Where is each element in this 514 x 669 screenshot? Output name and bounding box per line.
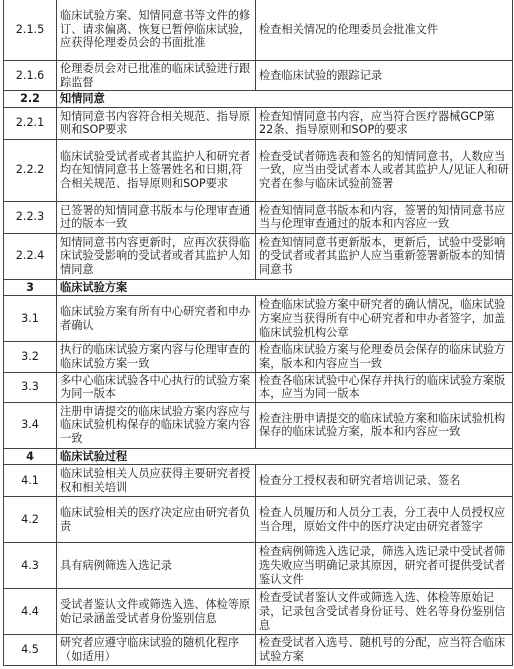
table-row	[4, 201, 513, 233]
requirement-cell: 知情同意书内容符合相关规范、指导原则和SOP要求	[57, 107, 256, 139]
requirement-cell: 具有病例筛选入选记录	[57, 543, 256, 589]
item-number: 3.4	[4, 402, 57, 448]
table-row	[4, 342, 513, 372]
item-number: 2.2.4	[4, 233, 57, 279]
requirement-cell: 伦理委员会对已批准的临床试验进行跟踪监督	[57, 61, 256, 91]
section-row	[4, 91, 513, 108]
item-number: 4.2	[4, 497, 57, 543]
item-number: 2.1.5	[4, 0, 57, 61]
requirement-cell: 已签署的知情同意书版本与伦理审查通过的版本一致	[57, 201, 256, 233]
inspection-method-cell: 检查人员履历和人员分工表，分工表中人员授权应当合理，原始文件中的医疗决定由研究者签字	[256, 497, 513, 543]
requirement-cell: 临床试验相关人员应获得主要研究者授权和相关培训	[57, 465, 256, 497]
item-number: 3.3	[4, 372, 57, 402]
table-row	[4, 233, 513, 279]
table-row	[4, 296, 513, 342]
item-number: 4.5	[4, 635, 57, 665]
requirement-cell: 临床试验相关的医疗决定应由研究者负责	[57, 497, 256, 543]
section-title: 临床试验过程	[57, 448, 513, 465]
inspection-method-cell: 检查分工授权表和研究者培训记录、签名	[256, 465, 513, 497]
table-row	[4, 635, 513, 665]
item-number: 4.1	[4, 465, 57, 497]
section-number: 2.2	[4, 91, 57, 108]
inspection-method-cell: 检查受试者入选号、随机号的分配，应当符合临床试验方案	[256, 635, 513, 665]
item-number: 4.4	[4, 589, 57, 635]
table-row	[4, 61, 513, 91]
section-title: 知情同意	[57, 91, 513, 108]
requirement-cell: 研究者应遵守临床试验的随机化程序（如适用）	[57, 635, 256, 665]
inspection-method-cell: 检查相关情况的伦理委员会批准文件	[256, 0, 513, 61]
section-row	[4, 448, 513, 465]
section-row	[4, 279, 513, 296]
requirement-cell: 临床试验方案有所有中心研究者和申办者确认	[57, 296, 256, 342]
inspection-method-cell: 检查临床试验的跟踪记录	[256, 61, 513, 91]
requirement-cell: 临床试验受试者或者其监护人和研究者均在知情同意书上签署姓名和日期,符合相关规范、指导原则和SOP要求	[57, 139, 256, 201]
requirement-cell: 临床试验方案、知情同意书等文件的修订、请求偏离、恢复已暂停临床试验，应获得伦理委员会的书面批准	[57, 0, 256, 61]
inspection-checklist-table	[3, 0, 513, 666]
item-number: 2.2.2	[4, 139, 57, 201]
table-row	[4, 543, 513, 589]
item-number: 3.2	[4, 342, 57, 372]
inspection-method-cell: 检查注册申请提交的临床试验方案和临床试验机构保存的临床试验方案，版本和内容应一致	[256, 402, 513, 448]
item-number: 2.1.6	[4, 61, 57, 91]
section-title: 临床试验方案	[57, 279, 513, 296]
table-row	[4, 0, 513, 61]
table-row	[4, 107, 513, 139]
table-row	[4, 497, 513, 543]
table-row	[4, 402, 513, 448]
inspection-method-cell: 检查受试者筛选表和签名的知情同意书，人数应当一致，应当由受试者本人或者其监护人/见证人和研究者在参与临床试验前签署	[256, 139, 513, 201]
item-number: 4.3	[4, 543, 57, 589]
inspection-method-cell: 检查知情同意书内容，应当符合医疗器械GCP第22条、指导原则和SOP的要求	[256, 107, 513, 139]
requirement-cell: 执行的临床试验方案内容与伦理审查的临床试验方案一致	[57, 342, 256, 372]
item-number: 2.2.1	[4, 107, 57, 139]
inspection-method-cell: 检查受试者鉴认文件或筛选入选、体检等原始记录，记录包含受试者身份证号、姓名等身份鉴别信息	[256, 589, 513, 635]
section-number: 4	[4, 448, 57, 465]
inspection-method-cell: 检查知情同意书版本和内容，签署的知情同意书应当与伦理审查通过的版本和内容应一致	[256, 201, 513, 233]
requirement-cell: 知情同意书内容更新时，应再次获得临床试验受影响的受试者或者其监护人知情同意	[57, 233, 256, 279]
inspection-method-cell: 检查各临床试验中心保存并执行的临床试验方案版本，应当为同一版本	[256, 372, 513, 402]
inspection-method-cell: 检查临床试验方案中研究者的确认情况，临床试验方案应当获得所有中心研究者和申办者签字，加盖临床试验机构公章	[256, 296, 513, 342]
item-number: 3.1	[4, 296, 57, 342]
requirement-cell: 多中心临床试验各中心执行的试验方案为同一版本	[57, 372, 256, 402]
inspection-method-cell: 检查知情同意书更新版本，更新后，试验中受影响的受试者或者其监护人应当重新签署新版本的知情同意书	[256, 233, 513, 279]
table-row	[4, 589, 513, 635]
table-row	[4, 465, 513, 497]
inspection-method-cell: 检查临床试验方案与伦理委员会保存的临床试验方案，版本和内容应当一致	[256, 342, 513, 372]
requirement-cell: 受试者鉴认文件或筛选入选、体检等原始记录涵盖受试者身份鉴别信息	[57, 589, 256, 635]
section-number: 3	[4, 279, 57, 296]
checklist-body	[4, 0, 513, 665]
table-row	[4, 372, 513, 402]
inspection-method-cell: 检查病例筛选入选记录，筛选入选记录中受试者筛选失败应当明确记录其原因，研究者可提供受试者鉴认文件	[256, 543, 513, 589]
table-row	[4, 139, 513, 201]
item-number: 2.2.3	[4, 201, 57, 233]
requirement-cell: 注册申请提交的临床试验方案内容应与临床试验机构保存的临床试验方案内容一致	[57, 402, 256, 448]
